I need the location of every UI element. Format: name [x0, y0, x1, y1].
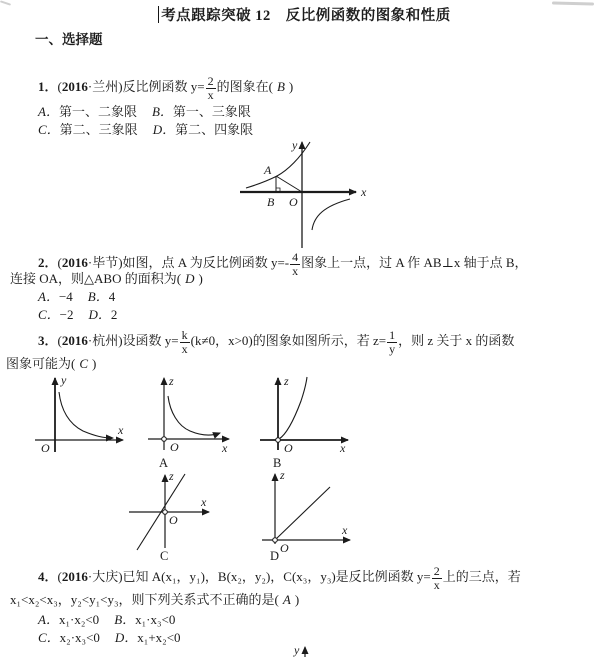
optC-origin-circle — [163, 510, 168, 515]
q3-number: 3． — [38, 332, 58, 348]
question-3-stem: 3． ( 2016 ·杭州) 设函数 y= $\frac{k}{x}$ (k≠0，x>0)的图象如图所示，若 z= $\frac{1}{y}$ ，则 z 关于 x 的函数 — [38, 327, 515, 356]
optC-x-label: x — [201, 495, 207, 509]
figure-q2-hyperbola — [230, 136, 380, 252]
q2-fraction: $\frac{4}{x}$ — [292, 249, 299, 278]
q2-answer: D — [185, 271, 195, 286]
optD-caption: D — [270, 549, 280, 562]
optD-x-label: x — [342, 523, 348, 537]
q2-origin-label: O — [289, 195, 298, 209]
page-title: 考点跟踪突破 12 反比例函数的图象和性质 — [161, 8, 451, 24]
figure-q3-given-graph — [33, 372, 133, 467]
question-2-stem: 2． ( 2016 ·毕节) 如图，点 A 为反比例函数 y=- $\frac{4}{x}$ 图象上一点，过 A 作 AB⊥x 轴于点 B， — [38, 249, 528, 278]
q3-answer: C — [79, 356, 89, 371]
q4-options-row-1 — [38, 612, 190, 628]
q2-curve-quadrant4 — [312, 199, 350, 230]
optD-ray — [276, 487, 330, 539]
q4-answer: A — [282, 592, 291, 607]
given-x-label: x — [118, 423, 124, 437]
figure-q3-option-b — [256, 372, 356, 470]
section-heading: 一、选择题 — [35, 32, 103, 47]
q2-options-row-1 — [38, 289, 130, 305]
q1-option-a: A．第一、二象限 — [38, 104, 137, 119]
optB-caption: B — [273, 456, 282, 470]
q1-option-d: D．第二、四象限 — [152, 122, 254, 137]
q1-option-b: B．第一、三象限 — [151, 104, 251, 119]
question-3-stem-line2: 图象可能为( C ) — [6, 356, 97, 371]
partial-y-axis-arrow — [299, 643, 311, 657]
optD-origin-circle — [273, 538, 278, 543]
q4-option-d: D．x₁+x₂<0 — [114, 630, 181, 645]
q2-option-c: C．−2 — [38, 307, 74, 322]
q3-fraction-1y: $\frac{1}{y}$ — [389, 327, 396, 356]
figure-q3-option-c — [123, 468, 218, 562]
q1-fraction: $\frac{2}{x}$ — [207, 73, 214, 102]
optC-origin-label: O — [169, 513, 178, 527]
next-figure-partial — [294, 643, 311, 657]
q1-option-c: C．第二、三象限 — [38, 122, 138, 137]
q2-x-axis-label: x — [361, 185, 367, 199]
optC-z-label: z — [169, 469, 174, 483]
q2-options-row-2 — [38, 307, 132, 323]
title-row — [0, 4, 609, 25]
given-y-label: y — [61, 373, 67, 387]
optA-x-label: x — [222, 441, 228, 455]
q4-options-row-2 — [38, 630, 196, 646]
q2-option-d: D．2 — [88, 307, 118, 322]
partial-y-axis-label: y — [294, 643, 300, 657]
q2-year: 2016 — [61, 254, 88, 270]
optB-origin-label: O — [284, 441, 293, 455]
given-curve — [59, 392, 113, 438]
q1-year: 2016 — [61, 78, 88, 94]
optA-z-label: z — [169, 374, 174, 388]
question-1-stem: 1． ( 2016 ·兰州) 反比例函数 y= $\frac{2}{x}$ 的图象在( B ) — [38, 73, 294, 102]
q4-option-b: B．x₁·x₃<0 — [114, 612, 176, 627]
optB-x-label: x — [340, 441, 346, 455]
optD-z-label: z — [280, 468, 285, 482]
q1-number: 1． — [38, 78, 58, 94]
figure-q3-option-d — [256, 468, 358, 562]
q4-option-a: A．x₁·x₂<0 — [38, 612, 100, 627]
q2-point-A-label: A — [264, 163, 272, 177]
q3-year: 2016 — [61, 332, 88, 348]
figure-q3-option-a — [146, 372, 241, 470]
q2-option-a: A．−4 — [38, 289, 73, 304]
given-origin-label: O — [41, 441, 50, 455]
optA-curve — [168, 396, 220, 435]
q4-option-c: C．x₂·x₃<0 — [38, 630, 100, 645]
q1-answer: B — [276, 78, 285, 94]
optA-origin-label: O — [170, 440, 179, 454]
question-2-stem-line2: 连接 OA，则△ABO 的面积为( D ) — [10, 271, 203, 286]
q3-fraction-kx: $\frac{k}{x}$ — [181, 327, 188, 356]
q4-year: 2016 — [61, 568, 88, 584]
q1-options-row-1 — [38, 104, 266, 120]
question-4-stem: 4． ( 2016 ·大庆) 已知 A(x₁，y₁)，B(x₂，y₂)，C(x₃，y₃)是反比例函数 y= $\frac{2}{x}$ 上的三点，若 — [38, 563, 521, 592]
optC-caption: C — [160, 549, 169, 562]
optB-origin-circle — [276, 438, 281, 443]
q2-y-axis-label: y — [292, 138, 298, 152]
title-caret-mark — [158, 6, 159, 23]
q2-option-b: B．4 — [87, 289, 116, 304]
q4-fraction: $\frac{2}{x}$ — [433, 563, 440, 592]
q4-number: 4． — [38, 568, 58, 584]
optB-z-label: z — [284, 374, 289, 388]
optA-origin-circle — [162, 437, 167, 442]
q2-number: 2． — [38, 254, 58, 270]
optD-origin-label: O — [280, 541, 289, 555]
q2-curve-quadrant2 — [246, 142, 310, 188]
question-4-stem-line2: x₁<x₂<x₃，y₂<y₁<y₃，则下列关系式不正确的是( A ) — [10, 592, 300, 607]
q2-point-B-label: B — [267, 195, 275, 209]
optA-caption: A — [159, 456, 169, 470]
